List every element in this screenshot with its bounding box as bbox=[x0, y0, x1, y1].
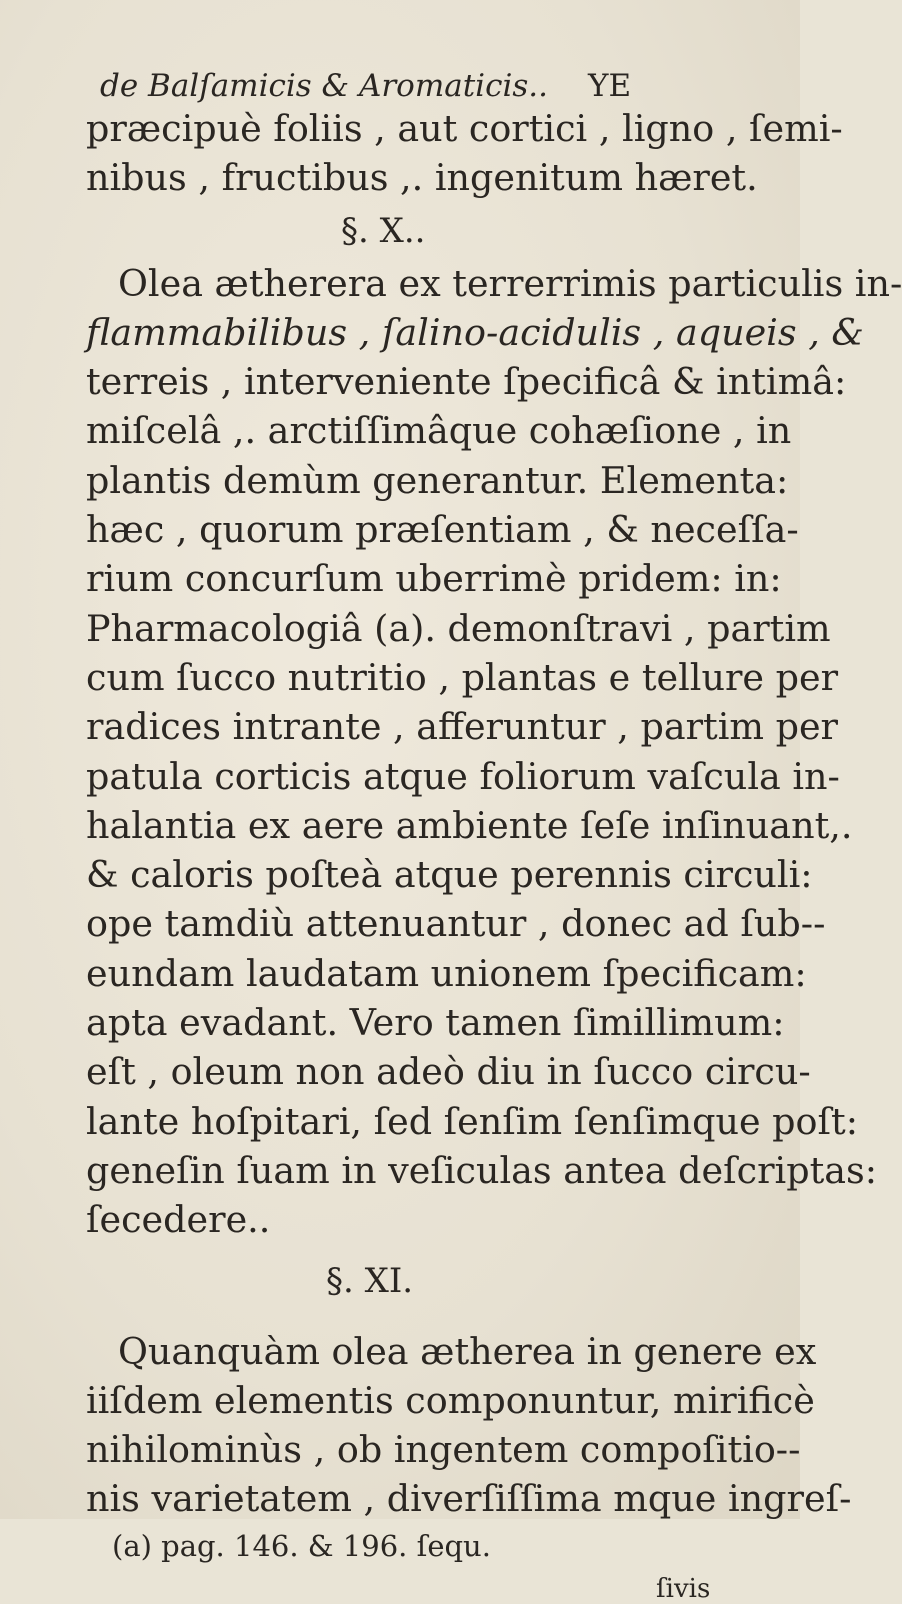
text-line: præcipuè foliis , aut cortici , ligno , ſemi- bbox=[86, 107, 843, 150]
text-line: Pharmacologiâ (a). demonſtravi , partim bbox=[86, 606, 831, 650]
section-heading-xi: §. XI. bbox=[326, 1260, 414, 1301]
text-line: hæc , quorum præſentiam , & neceſſa- bbox=[86, 508, 799, 552]
text-block bbox=[86, 68, 902, 1604]
text-line: ſecedere.. bbox=[86, 1198, 271, 1242]
text-line: geneſin ſuam in veſiculas antea deſcriptas: bbox=[86, 1148, 878, 1192]
footnote: (a) pag. 146. & 196. ſequ. bbox=[112, 1528, 491, 1563]
text-line: nibus , fructibus ,. ingenitum hæret. bbox=[86, 156, 758, 200]
paragraph-2 bbox=[86, 259, 902, 1245]
text-line: Olea ætherera ex terrerrimis particulis in- bbox=[118, 261, 902, 305]
text-line: halantia ex aere ambiente ſeſe inſinuant,. bbox=[86, 803, 853, 847]
text-line: ope tamdiù attenuantur , donec ad ſub-- bbox=[86, 902, 826, 946]
text-line: plantis demùm generantur. Elementa: bbox=[86, 458, 789, 502]
text-line: rium concurſum uberrimè pridem: in: bbox=[86, 557, 782, 601]
page-folio: YE bbox=[588, 68, 632, 104]
text-line: terreis , interveniente ſpecificâ & intimâ: bbox=[86, 360, 847, 404]
text-line: cum ſucco nutritio , plantas e tellure per bbox=[86, 655, 839, 699]
text-line: miſcelâ ,. arctiſſimâque cohæſione , in bbox=[86, 409, 792, 453]
text-line: patula corticis atque foliorum vaſcula in- bbox=[86, 754, 840, 798]
text-line: & caloris poſteà atque perennis circuli: bbox=[86, 853, 813, 897]
text-line: flammabilibus , ſalino-acidulis , aqueis , & bbox=[86, 310, 864, 354]
text-line: iiſdem elementis componuntur, mirificè bbox=[86, 1378, 815, 1422]
section-heading-x: §. X.. bbox=[341, 210, 426, 251]
text-line: eſt , oleum non adeò diu in ſucco circu- bbox=[86, 1050, 811, 1094]
text-line: radices intrante , afferuntur , partim per bbox=[86, 705, 838, 749]
paragraph-1 bbox=[86, 104, 843, 203]
text-line: apta evadant. Vero tamen ſimillimum: bbox=[86, 1001, 785, 1045]
text-line: eundam laudatam unionem ſpecificam: bbox=[86, 951, 807, 995]
running-head bbox=[100, 68, 786, 104]
text-line: nis varietatem , diverſiſſima mque ingreſ- bbox=[86, 1477, 852, 1521]
text-line: nihilominùs , ob ingentem compoſitio-- bbox=[86, 1428, 801, 1472]
running-head-title: de Balſamicis & Aromaticis.. bbox=[100, 68, 548, 104]
catchword: ſivis bbox=[656, 1573, 711, 1604]
paragraph-3 bbox=[86, 1327, 852, 1524]
text-line: lante hoſpitari, ſed ſenſim ſenſimque poſt: bbox=[86, 1099, 858, 1143]
text-line: Quanquàm olea ætherea in genere ex bbox=[118, 1329, 817, 1373]
